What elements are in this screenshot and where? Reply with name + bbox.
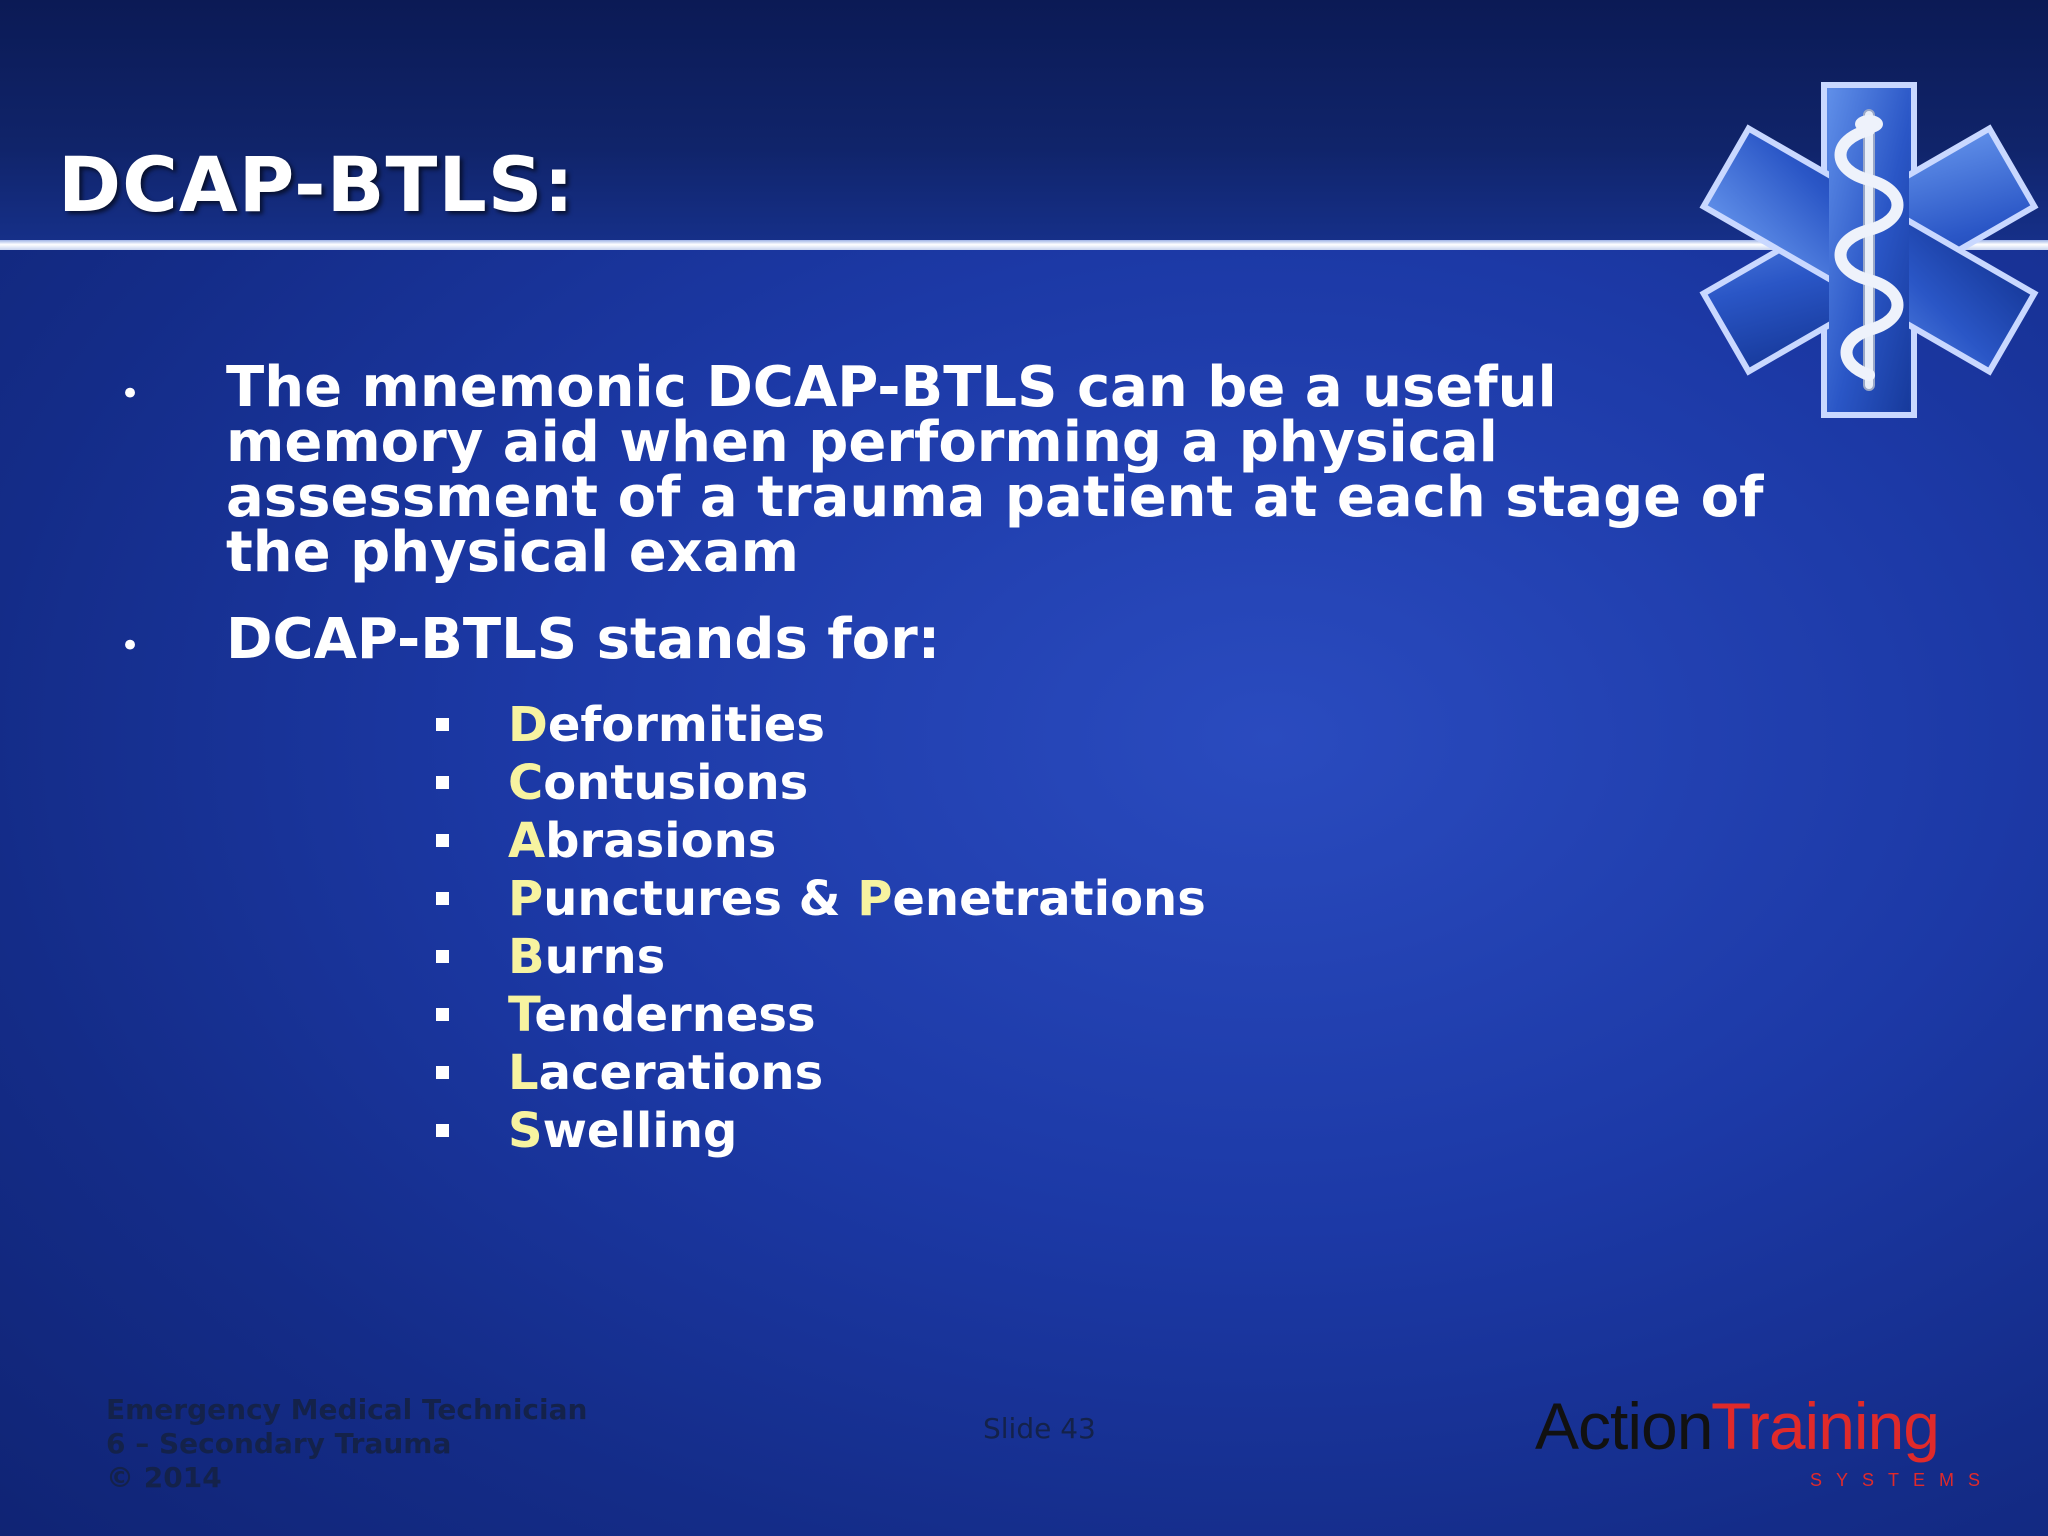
footer-module: 6 – Secondary Trauma bbox=[106, 1427, 452, 1460]
bullet-marker: • bbox=[120, 374, 141, 414]
mnemonic-word: welling bbox=[542, 1103, 738, 1159]
mnemonic-letter: B bbox=[508, 929, 545, 985]
mnemonic-letter: T bbox=[508, 987, 535, 1043]
mnemonic-item-burns bbox=[430, 928, 1330, 986]
mnemonic-word: ontusions bbox=[543, 755, 809, 811]
mnemonic-letter: D bbox=[508, 697, 548, 753]
square-bullet-icon bbox=[436, 776, 449, 789]
bullet-text: The mnemonic DCAP-BTLS can be a useful memory aid when performing a physical assessment of a trauma patient at each stage of the physical exam bbox=[226, 355, 1764, 585]
brand-logo bbox=[1535, 1388, 1995, 1498]
mnemonic-word: enetrations bbox=[892, 871, 1206, 927]
mnemonic-letter: S bbox=[508, 1103, 543, 1159]
brand-word-systems: SYSTEMS bbox=[1810, 1470, 1995, 1490]
mnemonic-word: unctures & bbox=[543, 871, 858, 927]
footer-course: Emergency Medical Technician bbox=[106, 1393, 588, 1426]
mnemonic-letter: P bbox=[508, 871, 544, 927]
mnemonic-item-lacerations bbox=[430, 1044, 1330, 1102]
mnemonic-item-swelling bbox=[430, 1102, 1330, 1160]
mnemonic-item-punctures bbox=[430, 870, 1330, 928]
brand-word-training: Training bbox=[1711, 1389, 1939, 1463]
mnemonic-item-tenderness bbox=[430, 986, 1330, 1044]
footer-copyright: © 2014 bbox=[106, 1461, 222, 1494]
bullet-text: DCAP-BTLS stands for: bbox=[226, 607, 941, 672]
square-bullet-icon bbox=[436, 1066, 449, 1079]
mnemonic-letter: C bbox=[508, 755, 544, 811]
mnemonic-letter: A bbox=[508, 813, 546, 869]
square-bullet-icon bbox=[436, 1124, 449, 1137]
mnemonic-word: urns bbox=[544, 929, 666, 985]
mnemonic-word: enderness bbox=[534, 987, 816, 1043]
bullet-marker: • bbox=[120, 626, 141, 666]
brand-word-action: Action bbox=[1535, 1389, 1713, 1463]
mnemonic-list bbox=[430, 696, 1330, 1160]
mnemonic-item-deformities bbox=[430, 696, 1330, 754]
square-bullet-icon bbox=[436, 892, 449, 905]
mnemonic-letter: P bbox=[857, 871, 893, 927]
square-bullet-icon bbox=[436, 834, 449, 847]
mnemonic-word: eformities bbox=[547, 697, 825, 753]
footer-course-info bbox=[106, 1393, 587, 1495]
square-bullet-icon bbox=[436, 950, 449, 963]
mnemonic-letter: L bbox=[508, 1045, 539, 1101]
square-bullet-icon bbox=[436, 718, 449, 731]
square-bullet-icon bbox=[436, 1008, 449, 1021]
mnemonic-item-contusions bbox=[430, 754, 1330, 812]
mnemonic-item-abrasions bbox=[430, 812, 1330, 870]
slide-title: DCAP-BTLS: bbox=[58, 140, 575, 229]
slide-number: Slide 43 bbox=[983, 1412, 1096, 1445]
mnemonic-word: acerations bbox=[538, 1045, 824, 1101]
mnemonic-word: brasions bbox=[545, 813, 777, 869]
